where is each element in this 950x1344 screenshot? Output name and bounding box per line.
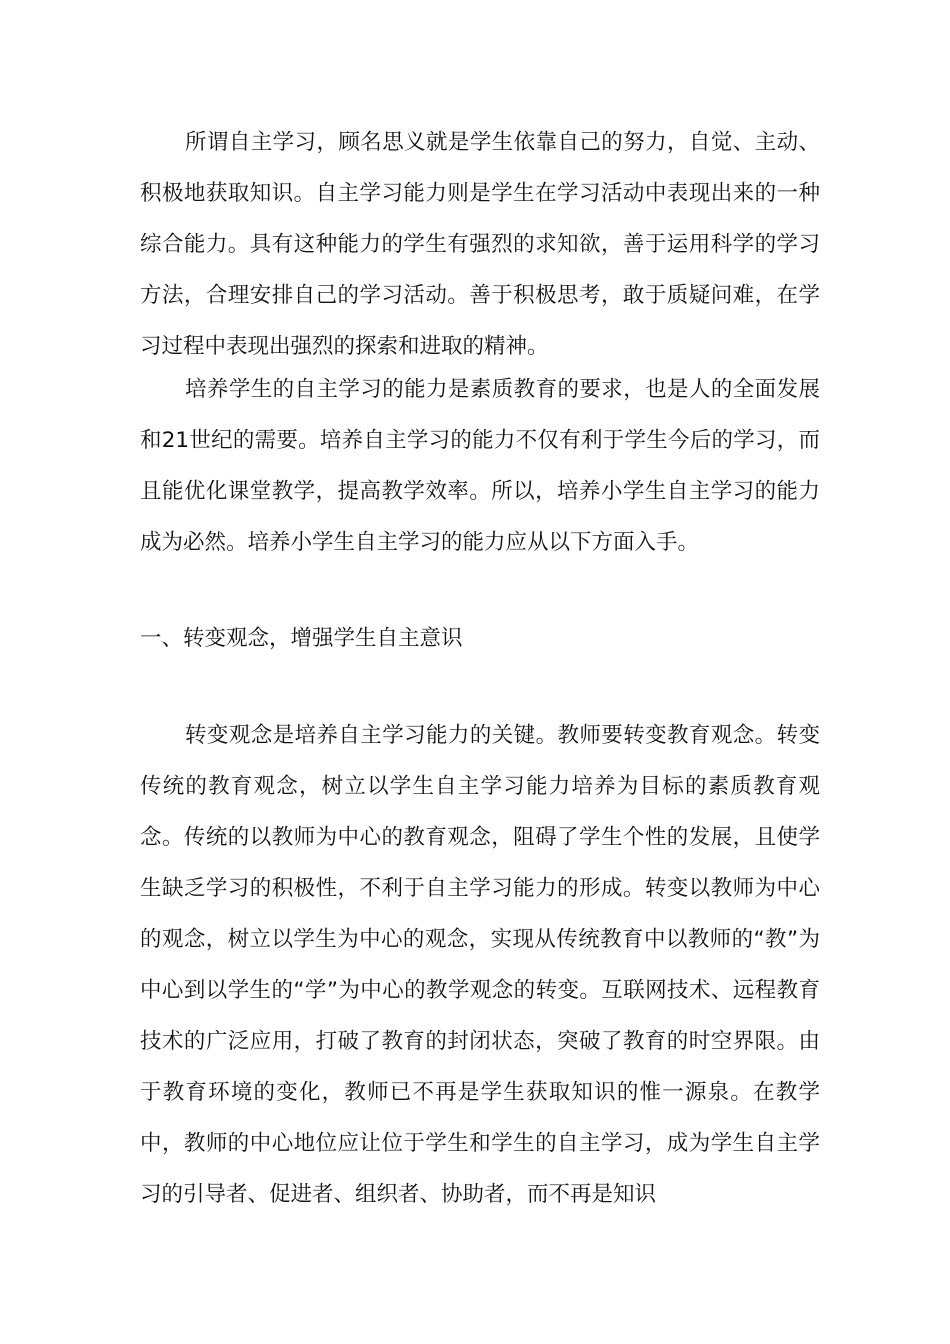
section-paragraph: 转变观念是培养自主学习能力的关键。教师要转变教育观念。转变传统的教育观念，树立以学生自主学习能力培养为目标的素质教育观念。传统的以教师为中心的教育观念，阻碍了学生个性的发展，且使学生缺乏学习的积极性，不利于自主学习能力的形成。转变以教师为中心的观念，树立以学生为中心的观念，实现从传统教育中以教师的“教”为中心到以学生的“学”为中心的教学观念的转变。互联网技术、远程教育技术的广泛应用，打破了教育的封闭状态，突破了教育的时空界限。由于教育环境的变化，教师已不再是学生获取知识的惟一源泉。在教学中，教师的中心地位应让位于学生和学生的自主学习，成为学生自主学习的引导者、促进者、组织者、协助者，而不再是知识 — [140, 723, 820, 1207]
intro-paragraph-1: 所谓自主学习，顾名思义就是学生依靠自己的努力，自觉、主动、积极地获取知识。自主学习能力则是学生在学习活动中表现出来的一种综合能力。具有这种能力的学生有强烈的求知欲，善于运用科学的学习方法，合理安排自己的学习活动。善于积极思考，敢于质疑问难，在学习过程中表现出强烈的探索和进取的精神。 — [140, 130, 820, 359]
intro-paragraph-2: 培养学生的自主学习的能力是素质教育的要求，也是人的全面发展和21世纪的需要。培养自主学习的能力不仅有利于学生今后的学习，而且能优化课堂教学，提高教学效率。所以，培养小学生自主学习的能力成为必然。培养小学生自主学习的能力应从以下方面入手。 — [140, 377, 820, 555]
section-heading: 一、转变观念，增强学生自主意识 — [140, 626, 463, 651]
